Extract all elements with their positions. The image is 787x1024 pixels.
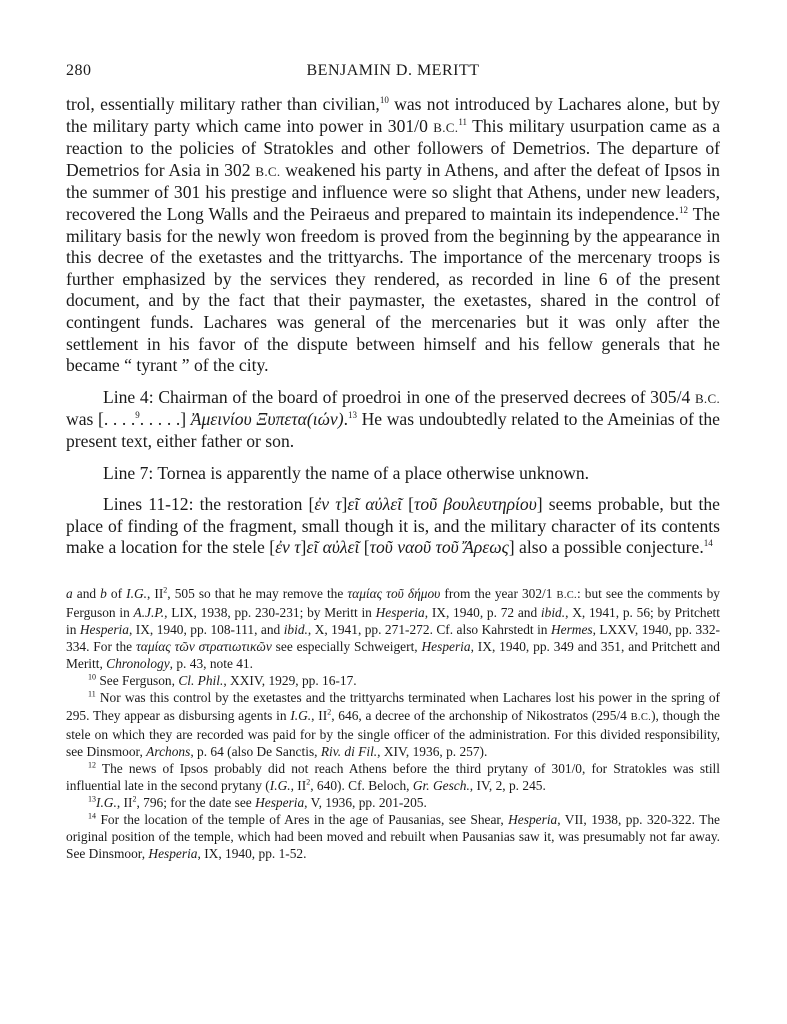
footnote-number: 11 xyxy=(88,689,96,699)
paragraph-lines-11-12: Lines 11-12: the restoration [ἐν τ]εῖ αὐλεῖ [τοῦ βουλευτηρίου] seems probable, but the place of finding of the fragment, small though it is, and the military character of its contents make a location for the stele [ἐν τ]εῖ αὐλεῖ [τοῦ ναοῦ τοῦ Ἄρεως] also a possible conjecture.$^{14}$ xyxy=(66,494,720,558)
footnote-10: $^{10}$ See Ferguson, Cl. Phil., XXIV, 1929, pp. 16-17. xyxy=(88,672,357,689)
footnote-number: 14 xyxy=(88,811,96,821)
running-head: BENJAMIN D. MERITT xyxy=(306,62,480,79)
footnote-number: 12 xyxy=(88,760,96,770)
footnote-ref[interactable]: 13 xyxy=(347,410,357,421)
footnote-number: 10 xyxy=(88,672,96,682)
page xyxy=(66,62,720,862)
page-header xyxy=(66,62,720,84)
footnote-ref[interactable]: 10 xyxy=(379,95,389,106)
paragraph-line-4: Line 4: Chairman of the board of proedroi in one of the preserved decrees of 305/4 B.C. was [. . . .$^9$. . . . .] Ἀμεινίου Ξυπετα(ιών).$^{13}$ He was undoubtedly related to the Ameinias of the present text, either father or son. xyxy=(66,386,720,451)
footnote-14: $^{14}$ For the location of the temple of Ares in the age of Pausanias, see Shear, Hesperia, VII, 1938, pp. 320-322. The original position of the temple, which had been moved and rebuilt when Pausanias saw it, was presumably not far away. See Dinsmoor, Hesperia, IX, 1940, pp. 1-52. xyxy=(66,811,720,862)
footnote-12: $^{12}$ The news of Ipsos probably did not reach Athens before the third prytany of 301/0, for Stratokles was still influential late in the second prytany (I.G., $II^2$, 640). Cf. Beloch, Gr. Gesch., IV, 2, p. 245. xyxy=(66,760,720,793)
greek-name: Ἀμεινίου Ξυπετα(ιών) xyxy=(190,409,344,430)
footnote-ref[interactable]: 12 xyxy=(679,205,689,216)
main-text xyxy=(66,94,720,559)
footnote-ref[interactable]: 14 xyxy=(703,538,713,549)
footnote-13: $^{13}$I.G., $II^2$, 796; for the date see Hesperia, V, 1936, pp. 201-205. xyxy=(88,794,427,810)
footnote-11: $^{11}$ Nor was this control by the exetastes and the trittyarchs terminated when Lachares lost his power in the spring of 295. They appear as disbursing agents in I.G., $II^2$, 646, a decree of the archonship of Nikostratos (295/4 B.C.), though the stele on which they are recorded was paid for by the single officer of the administration. For this divided responsibility, see Dinsmoor, Archons, p. 64 (also De Sanctis, Riv. di Fil., XIV, 1936, p. 257). xyxy=(66,689,720,759)
footnotes xyxy=(66,585,720,863)
paragraph-continuation: trol, essentially military rather than civilian,$^{10}$ was not introduced by Lachares alone, but by the military party which came into power in 301/0 B.C.$^{11}$ This military usurpation came as a reaction to the policies of Stratokles and other followers of Demetrios. The departure of Demetrios for Asia in 302 B.C. weakened his party in Athens, and after the defeat of Ipsos in the summer of 301 his prestige and influence were so slight that Athens, under new leaders, recovered the Long Walls and the Peiraeus and prepared to maintain its independence.$^{12}$ The military basis for the newly won freedom is proved from the beginning by the appearance in this decree of the exetastes and the trittyarchs. The importance of the mercenary troops is further emphasized by the services they rendered, as recorded in line 6 of the present document, and by the fact that their paymaster, the exetastes, shared in the control of contingent funds. Lachares was general of the mercenaries but it was only after the settlement in his favor of the dispute between himself and his fellow generals that he became “ tyrant ” of the city. xyxy=(66,94,721,376)
page-number: 280 xyxy=(66,62,92,79)
paragraph-line-7: Line 7: Tornea is apparently the name of a place otherwise unknown. xyxy=(103,462,590,483)
footnote-number: 13 xyxy=(88,794,96,804)
footnote-continuation: a and b of I.G., $II^2$, 505 so that he may remove the ταμίας τοῦ δήμου from the year 302/1 B.C.: but see the comments by Ferguson in A.J.P., LIX, 1938, pp. 230-231; by Meritt in Hesperia, IX, 1940, p. 72 and ibid., X, 1941, p. 56; by Pritchett in Hesperia, IX, 1940, pp. 108-111, and ibid., X, 1941, pp. 271-272. Cf. also Kahrstedt in Hermes, LXXV, 1940, pp. 332-334. For the ταμίας τῶν στρατιωτικῶν see especially Schweigert, Hesperia, IX, 1940, pp. 349 and 351, and Pritchett and Meritt, Chronology, p. 43, note 41. xyxy=(66,585,721,672)
footnote-ref[interactable]: 11 xyxy=(458,116,467,127)
